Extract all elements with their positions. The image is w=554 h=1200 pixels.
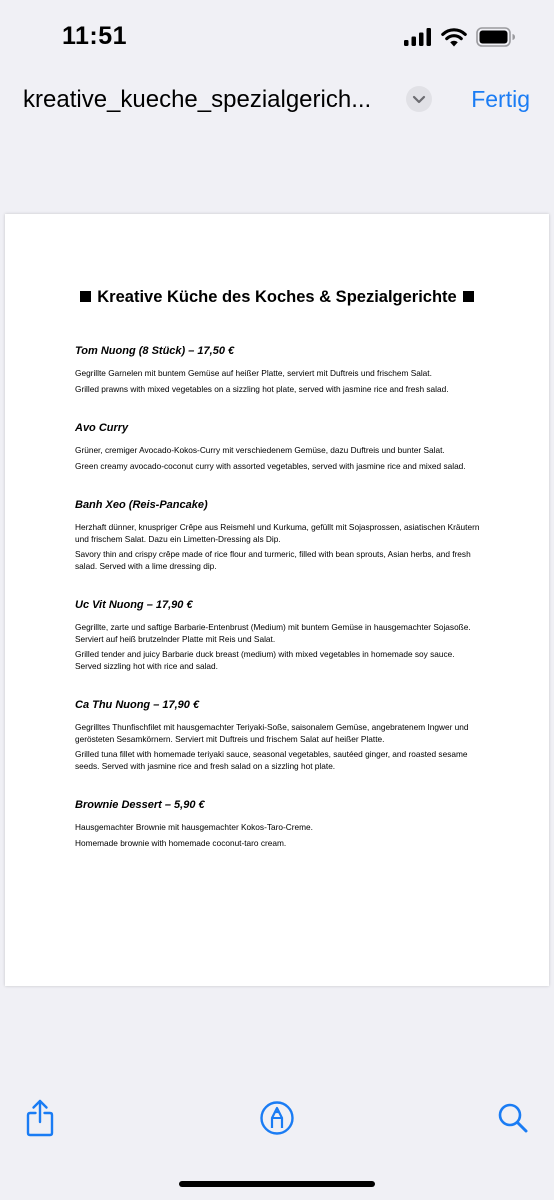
nav-bar xyxy=(0,74,554,126)
signal-icon xyxy=(404,28,432,46)
chevron-down-icon xyxy=(412,95,426,104)
battery-icon xyxy=(476,27,516,47)
square-bullet-icon xyxy=(80,291,91,302)
wifi-icon xyxy=(441,28,467,47)
menu-item-description-en: Grilled prawns with mixed vegetables on a sizzling hot plate, served with jasmine rice and fresh salad. xyxy=(75,383,449,394)
markup-button[interactable] xyxy=(257,1095,297,1141)
menu-item-name: Tom Nuong (8 Stück) – 17,50 € xyxy=(75,345,235,357)
status-bar xyxy=(0,0,554,74)
menu-item-description-en: Savory thin and crispy crêpe made of rice flour and turmeric, filled with bean sprouts, Asian herbs, and fresh salad. Served with a lime dressing dip. xyxy=(75,549,471,571)
menu-item-name: Brownie Dessert – 5,90 € xyxy=(75,799,205,811)
menu-item-description-de: Gegrillte Garnelen mit buntem Gemüse auf heißer Platte, serviert mit Duftreis und frischem Salat. xyxy=(75,368,432,378)
markup-icon xyxy=(259,1100,295,1136)
menu-item-name: Uc Vit Nuong – 17,90 € xyxy=(75,599,193,611)
search-icon xyxy=(497,1102,529,1134)
menu-item xyxy=(75,345,483,395)
title-menu-button[interactable] xyxy=(406,86,432,112)
menu-item-description-en: Green creamy avocado-coconut curry with assorted vegetables, served with jasmine rice and mixed salad. xyxy=(75,460,466,471)
menu-item-description-de: Grüner, cremiger Avocado-Kokos-Curry mit verschiedenem Gemüse, dazu Duftreis und bunter Salat. xyxy=(75,445,445,455)
menu-item-description-en: Homemade brownie with homemade coconut-taro cream. xyxy=(75,837,287,848)
status-time: 11:51 xyxy=(62,22,128,50)
page-title-text: Kreative Küche des Koches & Spezialgerichte xyxy=(97,288,457,306)
menu-item-description-de: Herzhaft dünner, knuspriger Crêpe aus Reismehl und Kurkuma, gefüllt mit Sojasprossen, asiatischen Kräutern und frischem Salat. Dazu ein Limetten-Dressing als Dip. xyxy=(75,522,480,544)
done-button[interactable]: Fertig xyxy=(471,86,530,112)
menu-item xyxy=(75,422,483,472)
menu-item-description-de: Gegrillte, zarte und saftige Barbarie-Entenbrust (Medium) mit buntem Gemüse in hausgemachter Sojasoße. Serviert auf heiß brutzelnder Platte mit Reis und Salat. xyxy=(75,622,471,644)
menu-item-name: Banh Xeo (Reis-Pancake) xyxy=(75,499,208,511)
status-icons xyxy=(404,27,516,47)
share-icon xyxy=(25,1098,55,1138)
document-title[interactable]: kreative_kueche_spezialgerich... xyxy=(23,86,372,113)
page-title xyxy=(5,288,549,307)
menu-item-description-de: Hausgemachter Brownie mit hausgemachter Kokos-Taro-Creme. xyxy=(75,822,313,832)
menu-item-description-en: Grilled tuna fillet with homemade teriyaki sauce, seasonal vegetables, sautéed ginger, and roasted sesame seeds. Served with jasmine rice and fresh salad on a sizzling hot plate. xyxy=(75,749,468,771)
share-button[interactable] xyxy=(20,1095,60,1141)
square-bullet-icon xyxy=(463,291,474,302)
menu-item xyxy=(75,699,483,772)
bottom-toolbar xyxy=(0,1095,554,1145)
menu-item xyxy=(75,499,483,572)
home-indicator[interactable] xyxy=(179,1181,375,1187)
menu-list xyxy=(75,345,483,876)
menu-item-name: Ca Thu Nuong – 17,90 € xyxy=(75,699,200,711)
menu-item xyxy=(75,799,483,849)
pdf-page[interactable] xyxy=(5,214,549,986)
menu-item-description-de: Gegrilltes Thunfischfilet mit hausgemachter Teriyaki-Soße, saisonalem Gemüse, angebratenem Ingwer und gerösteten Sesamkörnern. Serviert mit Duftreis und frischem Salat auf heißer Platte. xyxy=(75,722,469,744)
menu-item-name: Avo Curry xyxy=(75,422,129,434)
menu-item-description-en: Grilled tender and juicy Barbarie duck breast (medium) with mixed vegetables in homemade soy sauce. Served sizzling hot with rice and salad. xyxy=(75,649,455,671)
menu-item xyxy=(75,599,483,672)
search-button[interactable] xyxy=(493,1095,533,1141)
